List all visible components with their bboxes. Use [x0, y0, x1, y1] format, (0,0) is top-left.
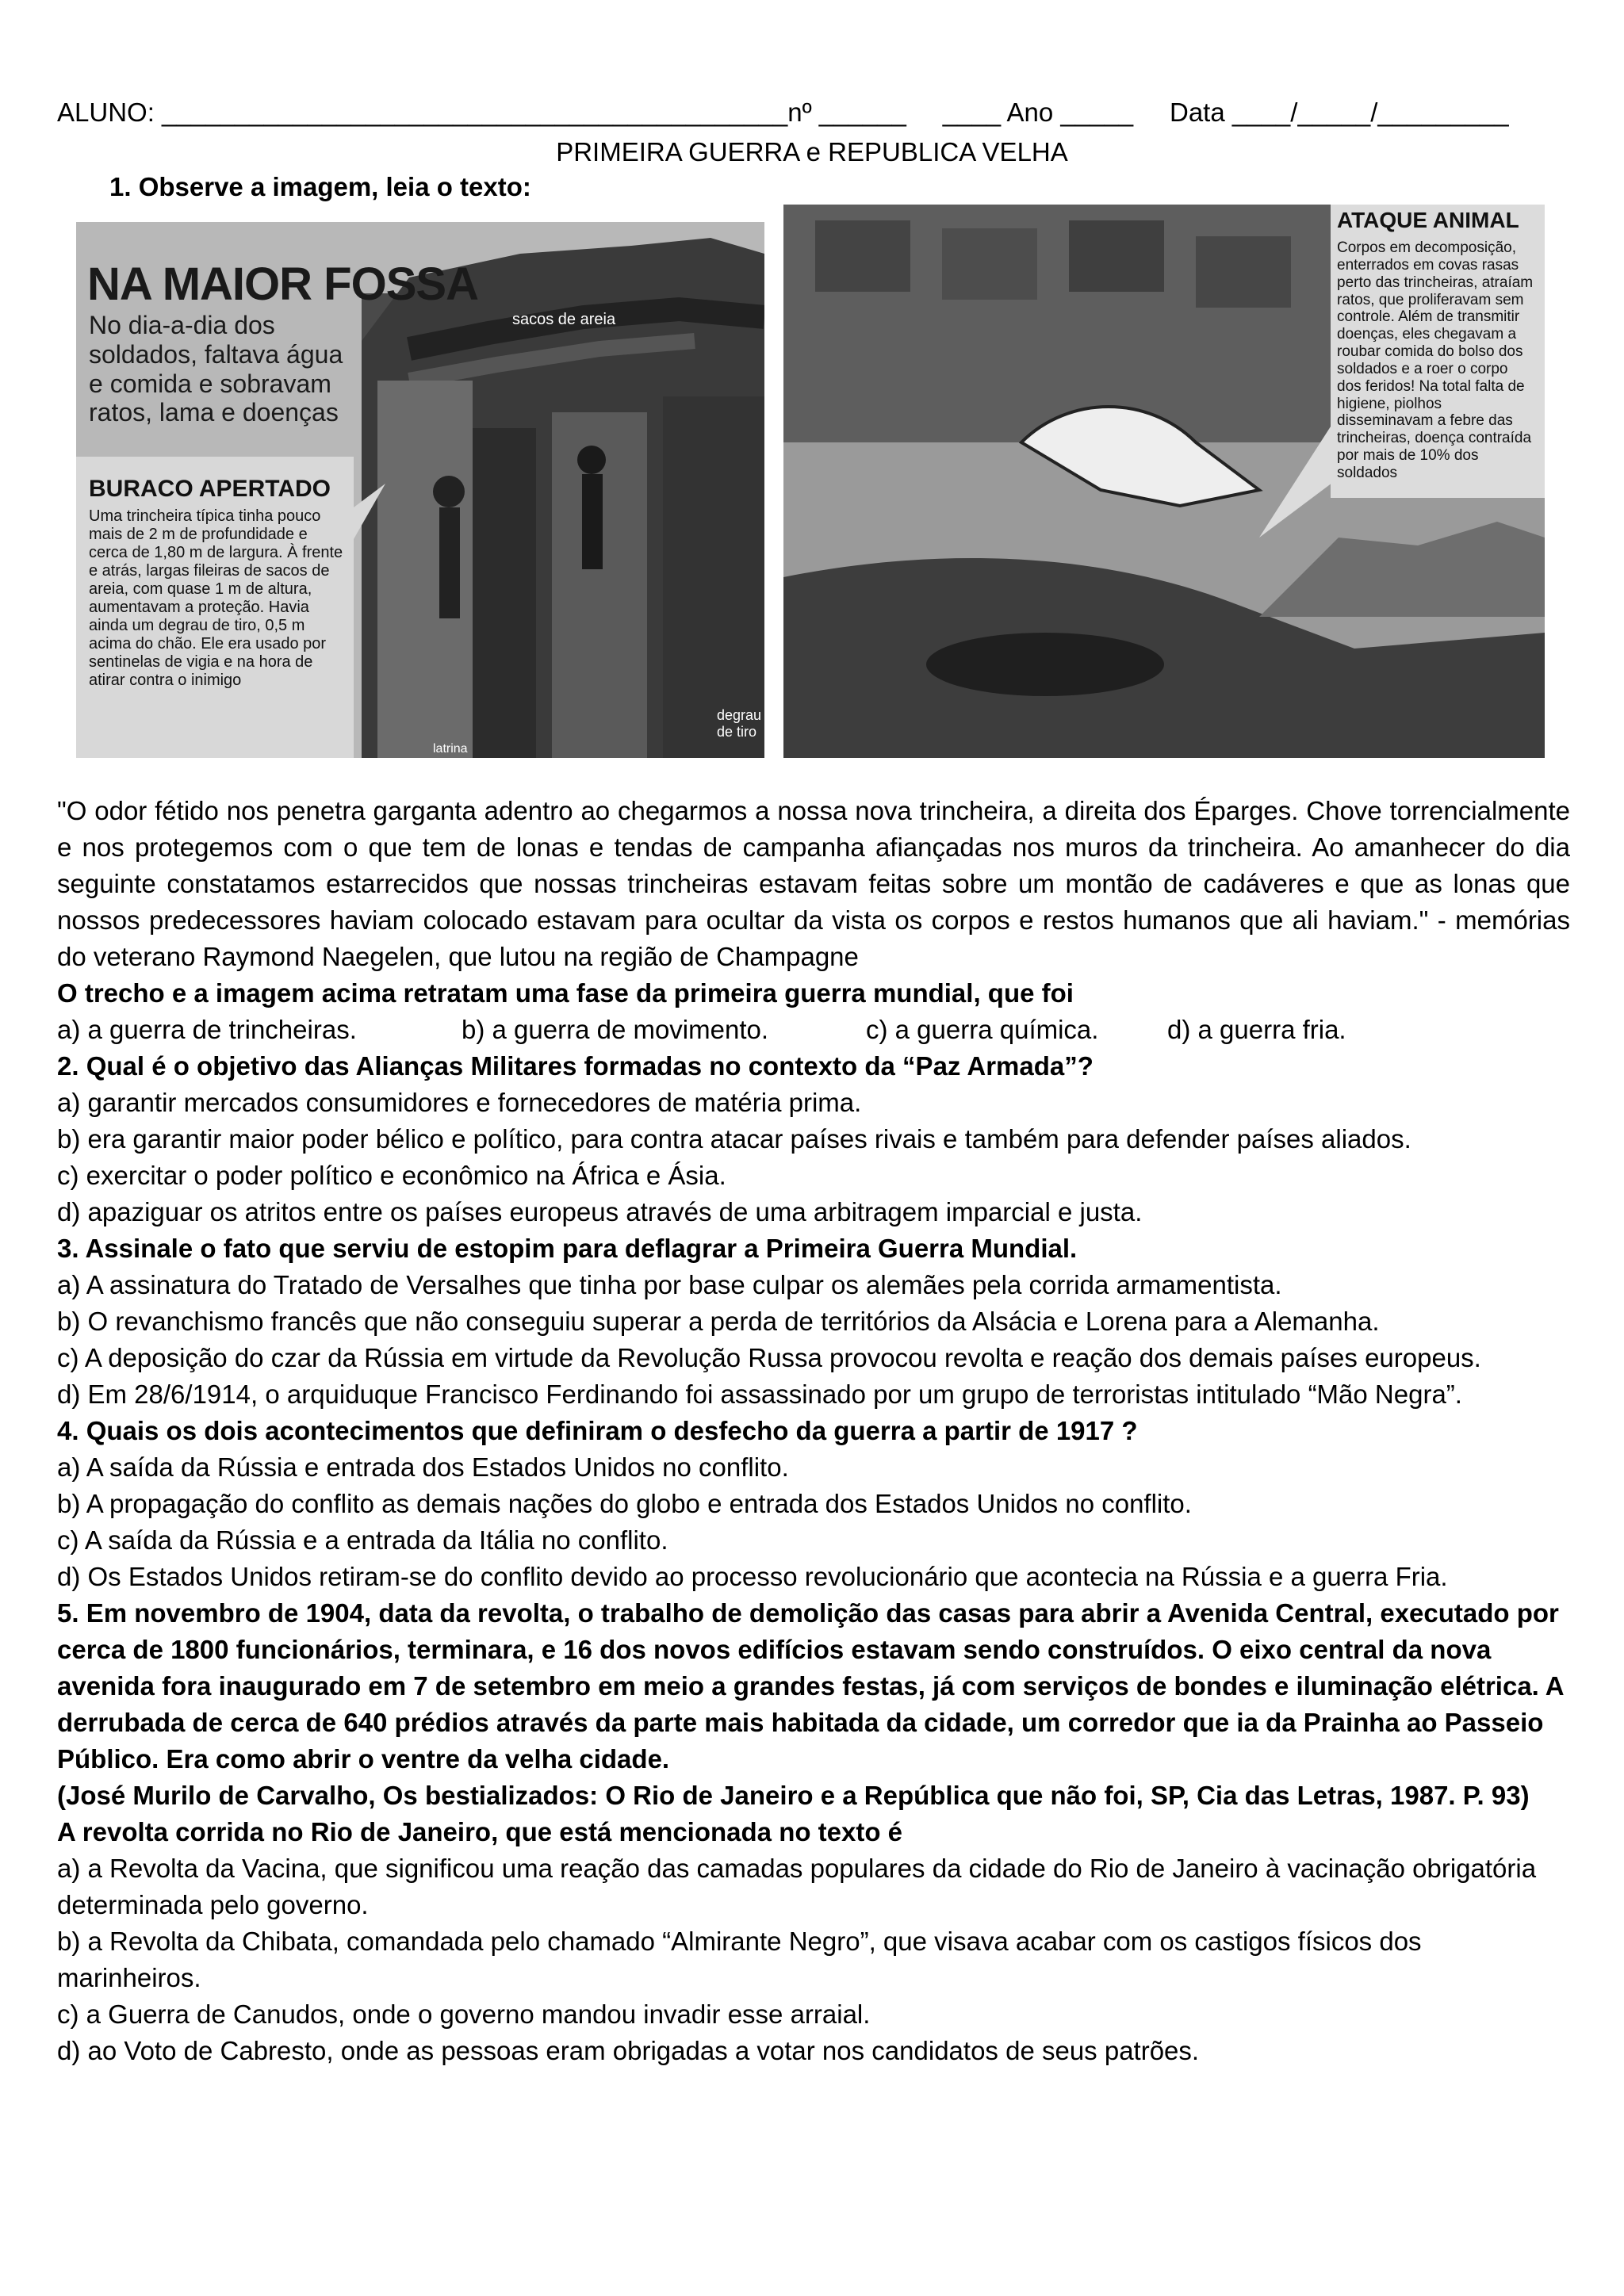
veteran-quote: "O odor fétido nos penetra garganta adentro ao chegarmos a nossa nova trincheira, a direita dos Éparges. Chove torrencialmente e nos protegemos com o que tem de lonas e tendas de campanha afiançadas nos muros da trincheira. Ao amanhecer do dia seguinte constatamos estarrecidos que nossas trincheiras estavam feitas sobre um montão de cadáveres e que as lonas que nossos predecessores haviam colocado estavam para ocultar da vista os corpos e restos humanos que ali haviam." - memórias do veterano Raymond Naegelen, que lutou na região de Champagne — [57, 796, 1570, 971]
question-1-heading: 1. Observe a imagem, leia o texto: — [109, 172, 531, 201]
questions-block — [57, 975, 1570, 2069]
question-5-option-c: c) a Guerra de Canudos, onde o governo mandou invadir esse arraial. — [57, 1999, 871, 2029]
question-2-heading: 2. Qual é o objetivo das Alianças Militares formadas no contexto da “Paz Armada”? — [57, 1051, 1094, 1081]
figure-left-subtitle: No dia-a-dia dos soldados, faltava água e comida e sobravam ratos, lama e doenças — [89, 311, 343, 427]
figure-left-box-text: Uma trincheira típica tinha pouco mais de 2 m de profundidade e cerca de 1,80 m de largura. À frente e atrás, largas fileiras de sacos de areia, com quase 1 m de altura, aumentavam a proteção. Havia ainda um degrau de tiro, 0,5 m acima do chão. Ele era usado por sentinelas de vigia e na hora de atirar contra o inimigo — [89, 507, 343, 689]
question-5-heading: 5. Em novembro de 1904, data da revolta, o trabalho de demolição das casas para abrir a Avenida Central, executado por cerca de 1800 funcionários, terminara, e 16 dos novos edifícios estavam sendo construídos. O eixo central da nova avenida fora inaugurado em 7 de setembro em meio a grandes festas, já com serviços de bondes e iluminação elétrica. A derrubada de cerca de 640 prédios através da parte mais habitada da cidade, um corredor que ia da Prainha ao Passeio Público. Era como abrir o ventre da velha cidade. — [57, 1598, 1564, 1774]
figure-left-title: NA MAIOR FOSSA — [87, 258, 478, 310]
question-1-options — [57, 1012, 1570, 1048]
question-5-option-d: d) ao Voto de Cabresto, onde as pessoas eram obrigadas a votar nos candidatos de seus patrões. — [57, 2036, 1200, 2065]
question-2-option-d: d) apaziguar os atritos entre os países europeus através de uma arbitragem imparcial e justa. — [57, 1197, 1143, 1226]
question-2-option-a: a) garantir mercados consumidores e fornecedores de matéria prima. — [57, 1088, 862, 1117]
question-3-option-c: c) A deposição do czar da Rússia em virtude da Revolução Russa provocou revolta e reação dos demais países europeus. — [57, 1343, 1481, 1372]
question-4-option-a: a) A saída da Rússia e entrada dos Estados Unidos no conflito. — [57, 1452, 789, 1482]
animal-attack-illustration-image — [783, 205, 1545, 758]
question-2-option-b: b) era garantir maior poder bélico e político, para contra atacar países rivais e também para defender países aliados. — [57, 1124, 1411, 1154]
question-1-option-d: d) a guerra fria. — [1167, 1015, 1346, 1044]
question-5-source: (José Murilo de Carvalho, Os bestializados: O Rio de Janeiro e a República que não foi, SP, Cia das Letras, 1987. P. 93) — [57, 1781, 1530, 1810]
question-1-option-a: a) a guerra de trincheiras. — [57, 1015, 357, 1044]
question-3-heading: 3. Assinale o fato que serviu de estopim para deflagrar a Primeira Guerra Mundial. — [57, 1234, 1078, 1263]
figure-left-box-title: BURACO APERTADO — [89, 476, 331, 502]
question-1-option-b: b) a guerra de movimento. — [462, 1015, 769, 1044]
question-5-option-b: b) a Revolta da Chibata, comandada pelo chamado “Almirante Negro”, que visava acabar com os castigos físicos dos marinheiros. — [57, 1927, 1422, 1992]
question-4-option-b: b) A propagação do conflito as demais nações do globo e entrada dos Estados Unidos no conflito. — [57, 1489, 1192, 1518]
student-header-line: ALUNO: ___________________________________________nº ______ ____ Ano _____ Data ____/_____/_________ — [57, 98, 1509, 127]
question-5-option-a: a) a Revolta da Vacina, que significou uma reação das camadas populares da cidade do Rio de Janeiro à vacinação obrigatória determinada pelo governo. — [57, 1854, 1537, 1919]
question-3-option-a: a) A assinatura do Tratado de Versalhes que tinha por base culpar os alemães pela corrida armamentista. — [57, 1270, 1282, 1299]
question-4-option-d: d) Os Estados Unidos retiram-se do conflito devido ao processo revolucionário que acontecia na Rússia e a guerra Fria. — [57, 1562, 1448, 1591]
figure-right-title: ATAQUE ANIMAL — [1337, 208, 1519, 232]
figure-left-label-latrine: latrina — [433, 742, 468, 756]
question-1-option-c: c) a guerra química. — [866, 1015, 1099, 1044]
question-3-option-d: d) Em 28/6/1914, o arquiduque Francisco Ferdinando foi assassinado por um grupo de terroristas intitulado “Mão Negra”. — [57, 1380, 1462, 1409]
question-1-prompt: O trecho e a imagem acima retratam uma fase da primeira guerra mundial, que foi — [57, 978, 1074, 1008]
question-2-option-c: c) exercitar o poder político e econômico na África e Ásia. — [57, 1161, 726, 1190]
question-3-option-b: b) O revanchismo francês que não conseguiu superar a perda de territórios da Alsácia e Lorena para a Alemanha. — [57, 1307, 1380, 1336]
question-4-option-c: c) A saída da Rússia e a entrada da Itália no conflito. — [57, 1525, 668, 1555]
page-title: PRIMEIRA GUERRA e REPUBLICA VELHA — [556, 137, 1068, 166]
figure-left-label-sandbags: sacos de areia — [512, 311, 616, 328]
question-4-heading: 4. Quais os dois acontecimentos que definiram o desfecho da guerra a partir de 1917 ? — [57, 1416, 1138, 1445]
figure-left-label-fire-step: degrau de tiro — [717, 707, 762, 740]
trench-illustration-image — [76, 222, 764, 758]
figure-right-text: Corpos em decomposição, enterrados em covas rasas perto das trincheiras, atraíam ratos, que proliferavam sem controle. Além de transmitir doenças, eles chegavam a roubar comida do bolso dos soldados e a roer o corpo dos feridos! Na total falta de higiene, piolhos disseminavam a febre das trincheiras, doença contraída por mais de 10% dos soldados — [1337, 239, 1534, 481]
question-5-prompt: A revolta corrida no Rio de Janeiro, que está mencionada no texto é — [57, 1817, 903, 1846]
